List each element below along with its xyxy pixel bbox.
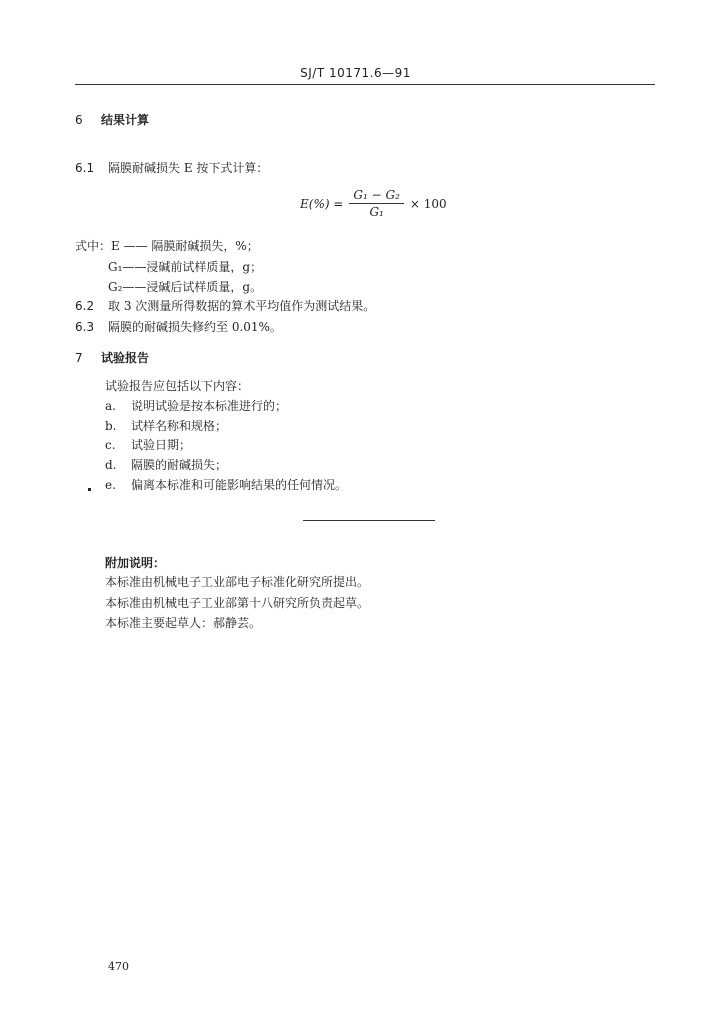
scan-speck [88, 488, 91, 491]
report-item [105, 417, 227, 434]
formula [300, 188, 447, 219]
formula-fraction [349, 188, 403, 219]
notes-line: 本标准由机械电子工业部电子标准化研究所提出。 [105, 575, 370, 589]
notes-title: 附加说明： [105, 556, 166, 570]
section-title: 试验报告 [101, 351, 150, 365]
report-item [105, 456, 227, 473]
formula-lhs: E(%) = [300, 196, 344, 211]
clause-number: 6.1 [75, 161, 95, 175]
item-label: e. [105, 478, 116, 492]
notes-line: 本标准主要起草人：郝静芸。 [105, 616, 262, 630]
formula-numerator: G₁ − G₂ [349, 188, 403, 204]
where-g2: G₂——浸碱后试样质量，g。 [108, 280, 263, 294]
clause-6-3 [75, 318, 282, 335]
formula-rhs: × 100 [409, 196, 447, 211]
item-label: b. [105, 419, 117, 433]
clause-text: 隔膜耐碱损失 E 按下式计算： [108, 161, 269, 175]
end-of-text-rule [303, 520, 435, 521]
where-e-line [75, 237, 259, 254]
notes-line: 本标准由机械电子工业部第十八研究所负责起草。 [105, 596, 370, 610]
where-g1: G₁——浸碱前试样质量，g； [108, 260, 263, 274]
report-item [105, 397, 287, 414]
page-number: 470 [108, 960, 129, 973]
where-e: E —— 隔膜耐碱损失，%； [111, 239, 259, 253]
section-number: 7 [75, 351, 83, 365]
standard-header: SJ/T 10171.6—91 [300, 66, 411, 80]
clause-text: 取 3 次测量所得数据的算术平均值作为测试结果。 [108, 299, 376, 313]
where-label: 式中： [75, 239, 112, 253]
clause-6-1 [75, 159, 268, 176]
item-text: 试样名称和规格； [131, 419, 228, 433]
clause-number: 6.3 [75, 320, 95, 334]
item-label: d. [105, 458, 117, 472]
section-7-heading [75, 349, 149, 366]
section-6-heading [75, 111, 149, 128]
formula-denominator: G₁ [369, 205, 384, 219]
report-intro: 试验报告应包括以下内容： [105, 379, 250, 393]
report-item [105, 436, 191, 453]
header-rule [75, 84, 655, 85]
item-label: a. [105, 399, 116, 413]
item-text: 说明试验是按本标准进行的； [131, 399, 288, 413]
section-number: 6 [75, 113, 83, 127]
item-label: c. [105, 438, 116, 452]
item-text: 偏离本标准和可能影响结果的任何情况。 [131, 478, 348, 492]
clause-6-2 [75, 297, 375, 314]
item-text: 隔膜的耐碱损失； [131, 458, 228, 472]
clause-number: 6.2 [75, 299, 95, 313]
section-title: 结果计算 [101, 113, 150, 127]
clause-text: 隔膜的耐碱损失修约至 0.01%。 [108, 320, 282, 334]
item-text: 试验日期； [131, 438, 192, 452]
report-item [105, 476, 347, 493]
